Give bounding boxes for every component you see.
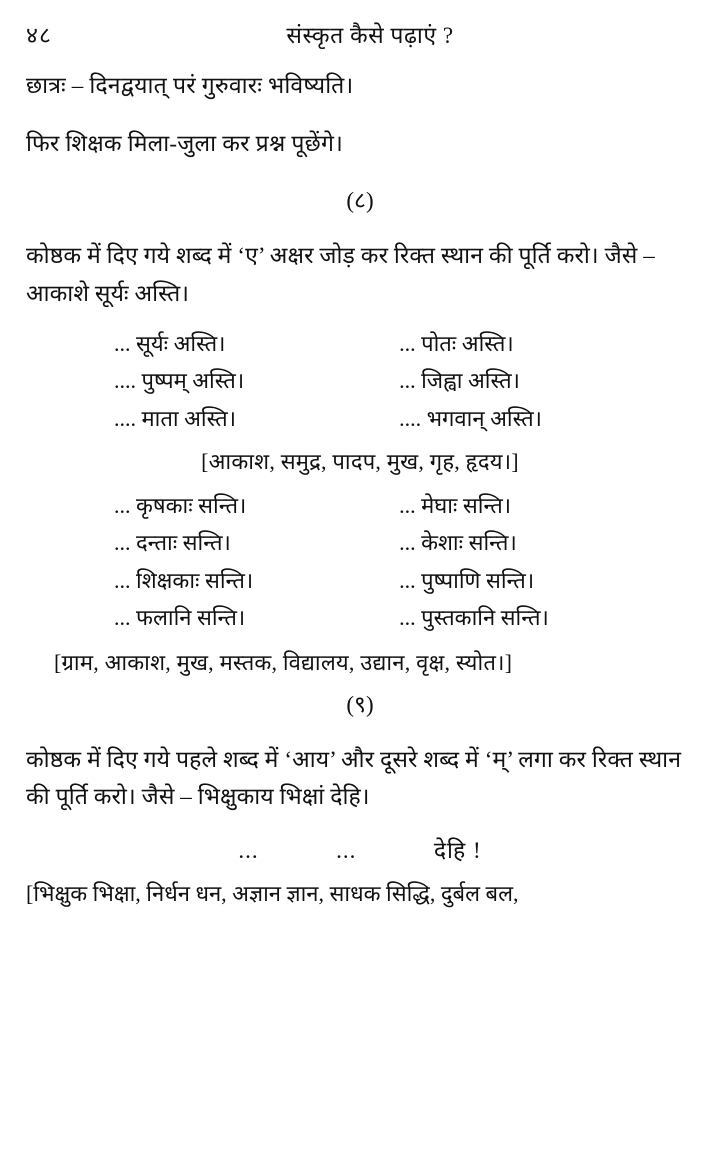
- follow-up-line: फिर शिक्षक मिला-जुला कर प्रश्न पूछेंगे।: [26, 130, 344, 156]
- exercise-9-instruction: कोष्ठक में दिए गये पहले शब्द में ‘आय’ और दूसरे शब्द में ‘म्’ लगा कर रिक्त स्थान की पूर्ति करो। जैसे – भिक्षुकाय भिक्षां देहि।: [26, 746, 682, 810]
- exercise-row: [114, 367, 694, 396]
- exercise-item: ... जिह्वा अस्ति।: [399, 368, 520, 394]
- exercise-item: ... पुष्पाणि सन्ति।: [399, 567, 535, 593]
- exercise-item: ... पोतः अस्ति।: [399, 330, 514, 356]
- running-title: संस्कृत कैसे पढ़ाएं ?: [286, 23, 454, 48]
- exercise-9-word-bank: [भिक्षुक भिक्षा, निर्धन धन, अज्ञान ज्ञान, साधक सिद्धि, दुर्बल बल,: [26, 881, 519, 907]
- exercise-item: ... दन्ताः सन्ति।: [114, 530, 231, 556]
- exercise-row: [114, 330, 694, 359]
- exercise-row: [114, 604, 694, 633]
- exercise-8-word-bank-first: [आकाश, समुद्र, पादप, मुख, गृह, हृदय।]: [201, 448, 519, 474]
- exercise-item: ... शिक्षकाः सन्ति।: [114, 567, 254, 593]
- dialogue-line: छात्रः – दिनद्वयात् परं गुरुवारः भविष्यति।: [26, 73, 354, 98]
- exercise-item: ... केशाः सन्ति।: [399, 530, 517, 556]
- exercise-8-rows-second: [26, 492, 694, 633]
- exercise-row: [114, 567, 694, 596]
- exercise-row: [114, 529, 694, 558]
- exercise-item: .... माता अस्ति।: [114, 405, 237, 431]
- blank-mid: ...: [336, 838, 357, 864]
- blank-left: ...: [238, 838, 259, 864]
- spacer: [26, 58, 694, 68]
- exercise-row: [114, 492, 694, 521]
- exercise-8-instruction: कोष्ठक में दिए गये शब्द में ‘ए’ अक्षर जोड़ कर रिक्त स्थान की पूर्ति करो। जैसे – आकाशे सूर्यः अस्ति।: [26, 243, 655, 306]
- exercise-item: ... कृषकाः सन्ति।: [114, 492, 247, 518]
- exercise-8-rows-first: [26, 330, 694, 434]
- exercise-item: ... सूर्यः अस्ति।: [114, 330, 226, 356]
- exercise-item: ... पुस्तकानि सन्ति।: [399, 605, 549, 631]
- exercise-9-blank-line: [26, 833, 694, 865]
- exercise-item: .... पुष्पम् अस्ति।: [114, 368, 245, 394]
- exercise-item: ... फलानि सन्ति।: [114, 605, 246, 631]
- exercise-8-word-bank-second: [ग्राम, आकाश, मुख, मस्तक, विद्यालय, उद्यान, वृक्ष, स्योत।]: [54, 649, 513, 675]
- exercise-9-number: (९): [346, 691, 374, 717]
- exercise-item: .... भगवान् अस्ति।: [399, 405, 543, 431]
- blank-verb: देहि !: [433, 838, 482, 864]
- exercise-8-number: (८): [346, 188, 374, 214]
- page-number: ४८: [26, 23, 52, 48]
- exercise-item: ... मेघाः सन्ति।: [399, 492, 512, 518]
- page-header: [26, 18, 694, 58]
- exercise-row: [114, 405, 694, 434]
